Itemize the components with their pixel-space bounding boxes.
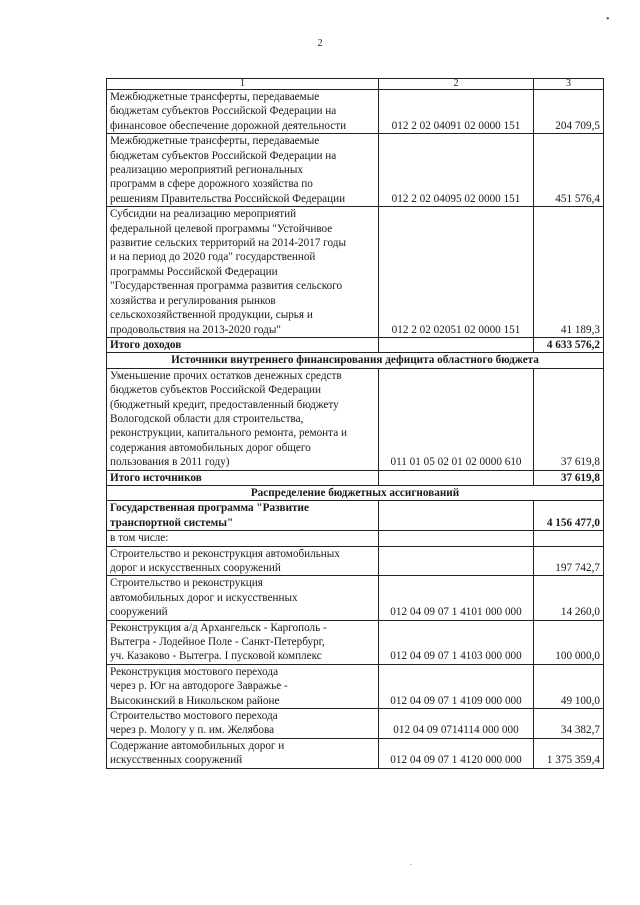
table-row bbox=[107, 134, 604, 207]
row-amount: 204 709,5 bbox=[534, 90, 604, 134]
row-code: 012 2 02 04095 02 0000 151 bbox=[379, 134, 534, 207]
section-title: Распределение бюджетных ассигнований bbox=[107, 485, 604, 500]
row-name: Итого доходов bbox=[107, 337, 379, 352]
table-row bbox=[107, 709, 604, 739]
row-amount: 14 260,0 bbox=[534, 576, 604, 620]
row-name: Содержание автомобильных дорог и искусственных сооружений bbox=[107, 738, 379, 768]
column-header: 2 bbox=[379, 79, 534, 90]
column-header: 3 bbox=[534, 79, 604, 90]
table-row bbox=[107, 531, 604, 546]
row-amount: 1 375 359,4 bbox=[534, 738, 604, 768]
row-name: Реконструкция мостового перехода через р. Юг на автодороге Завражье - Высокинский в Никольском районе bbox=[107, 664, 379, 708]
row-amount: 4 156 477,0 bbox=[534, 501, 604, 531]
corner-mark: • bbox=[606, 14, 610, 25]
row-amount: 37 619,8 bbox=[534, 470, 604, 485]
section-row bbox=[107, 485, 604, 500]
row-code: 012 2 02 04091 02 0000 151 bbox=[379, 90, 534, 134]
section-title: Источники внутреннего финансирования дефицита областного бюджета bbox=[107, 353, 604, 368]
section-row bbox=[107, 353, 604, 368]
row-amount: 4 633 576,2 bbox=[534, 337, 604, 352]
row-code: 012 04 09 07 1 4109 000 000 bbox=[379, 664, 534, 708]
table-row bbox=[107, 664, 604, 708]
row-code: 012 04 09 0714114 000 000 bbox=[379, 709, 534, 739]
column-header: 1 bbox=[107, 79, 379, 90]
row-amount bbox=[534, 531, 604, 546]
row-amount: 37 619,8 bbox=[534, 368, 604, 470]
table-row bbox=[107, 620, 604, 664]
row-amount: 197 742,7 bbox=[534, 546, 604, 576]
row-code bbox=[379, 501, 534, 531]
row-code bbox=[379, 546, 534, 576]
table-header-row bbox=[107, 79, 604, 90]
row-code: 012 04 09 07 1 4120 000 000 bbox=[379, 738, 534, 768]
row-name: Строительство и реконструкция автомобильных дорог и искусственных сооружений bbox=[107, 576, 379, 620]
row-name: Строительство мостового перехода через р. Мологу у п. им. Желябова bbox=[107, 709, 379, 739]
program-row bbox=[107, 501, 604, 531]
bottom-mark: . bbox=[410, 858, 412, 867]
table-row bbox=[107, 576, 604, 620]
row-amount: 41 189,3 bbox=[534, 207, 604, 338]
row-code: 012 2 02 02051 02 0000 151 bbox=[379, 207, 534, 338]
row-name: Уменьшение прочих остатков денежных средств бюджетов субъектов Российской Федерации (бюджетный кредит, предоставленный бюджету Вологодской области для строительства, реконструкции, капитального ремонта, ремонта и содержания автомобильных дорог общего пользования в 2011 году) bbox=[107, 368, 379, 470]
total-row bbox=[107, 470, 604, 485]
row-name: Строительство и реконструкция автомобильных дорог и искусственных сооружений bbox=[107, 546, 379, 576]
row-name: Итого источников bbox=[107, 470, 379, 485]
row-amount: 34 382,7 bbox=[534, 709, 604, 739]
table-row bbox=[107, 207, 604, 338]
row-name: Межбюджетные трансферты, передаваемые бюджетам субъектов Российской Федерации на финансовое обеспечение дорожной деятельности bbox=[107, 90, 379, 134]
row-name: Межбюджетные трансферты, передаваемые бюджетам субъектов Российской Федерации на реализацию мероприятий региональных программ в сфере дорожного хозяйства по решениям Правительства Российской Федерации bbox=[107, 134, 379, 207]
row-code: 012 04 09 07 1 4101 000 000 bbox=[379, 576, 534, 620]
row-name: Реконструкция а/д Архангельск - Каргополь - Вытегра - Лодейное Поле - Санкт-Петербург, уч. Казаково - Вытегра. I пусковой комплекс bbox=[107, 620, 379, 664]
row-code bbox=[379, 531, 534, 546]
row-code bbox=[379, 470, 534, 485]
table-row bbox=[107, 90, 604, 134]
table-row bbox=[107, 368, 604, 470]
table-row bbox=[107, 738, 604, 768]
page-number: 2 bbox=[317, 38, 323, 49]
row-amount: 49 100,0 bbox=[534, 664, 604, 708]
row-name: в том числе: bbox=[107, 531, 379, 546]
row-amount: 451 576,4 bbox=[534, 134, 604, 207]
budget-table bbox=[106, 78, 604, 769]
row-name: Государственная программа "Развитие транспортной системы" bbox=[107, 501, 379, 531]
total-row bbox=[107, 337, 604, 352]
row-code bbox=[379, 337, 534, 352]
table-row bbox=[107, 546, 604, 576]
row-code: 011 01 05 02 01 02 0000 610 bbox=[379, 368, 534, 470]
row-code: 012 04 09 07 1 4103 000 000 bbox=[379, 620, 534, 664]
row-name: Субсидии на реализацию мероприятий федеральной целевой программы "Устойчивое развитие сельских территорий на 2014-2017 годы и на период до 2020 года" государственной программы Российской Федерации "Государственная программа развития сельского хозяйства и регулирования рынков сельскохозяйственной продукции, сырья и продовольствия на 2013-2020 годы" bbox=[107, 207, 379, 338]
row-amount: 100 000,0 bbox=[534, 620, 604, 664]
